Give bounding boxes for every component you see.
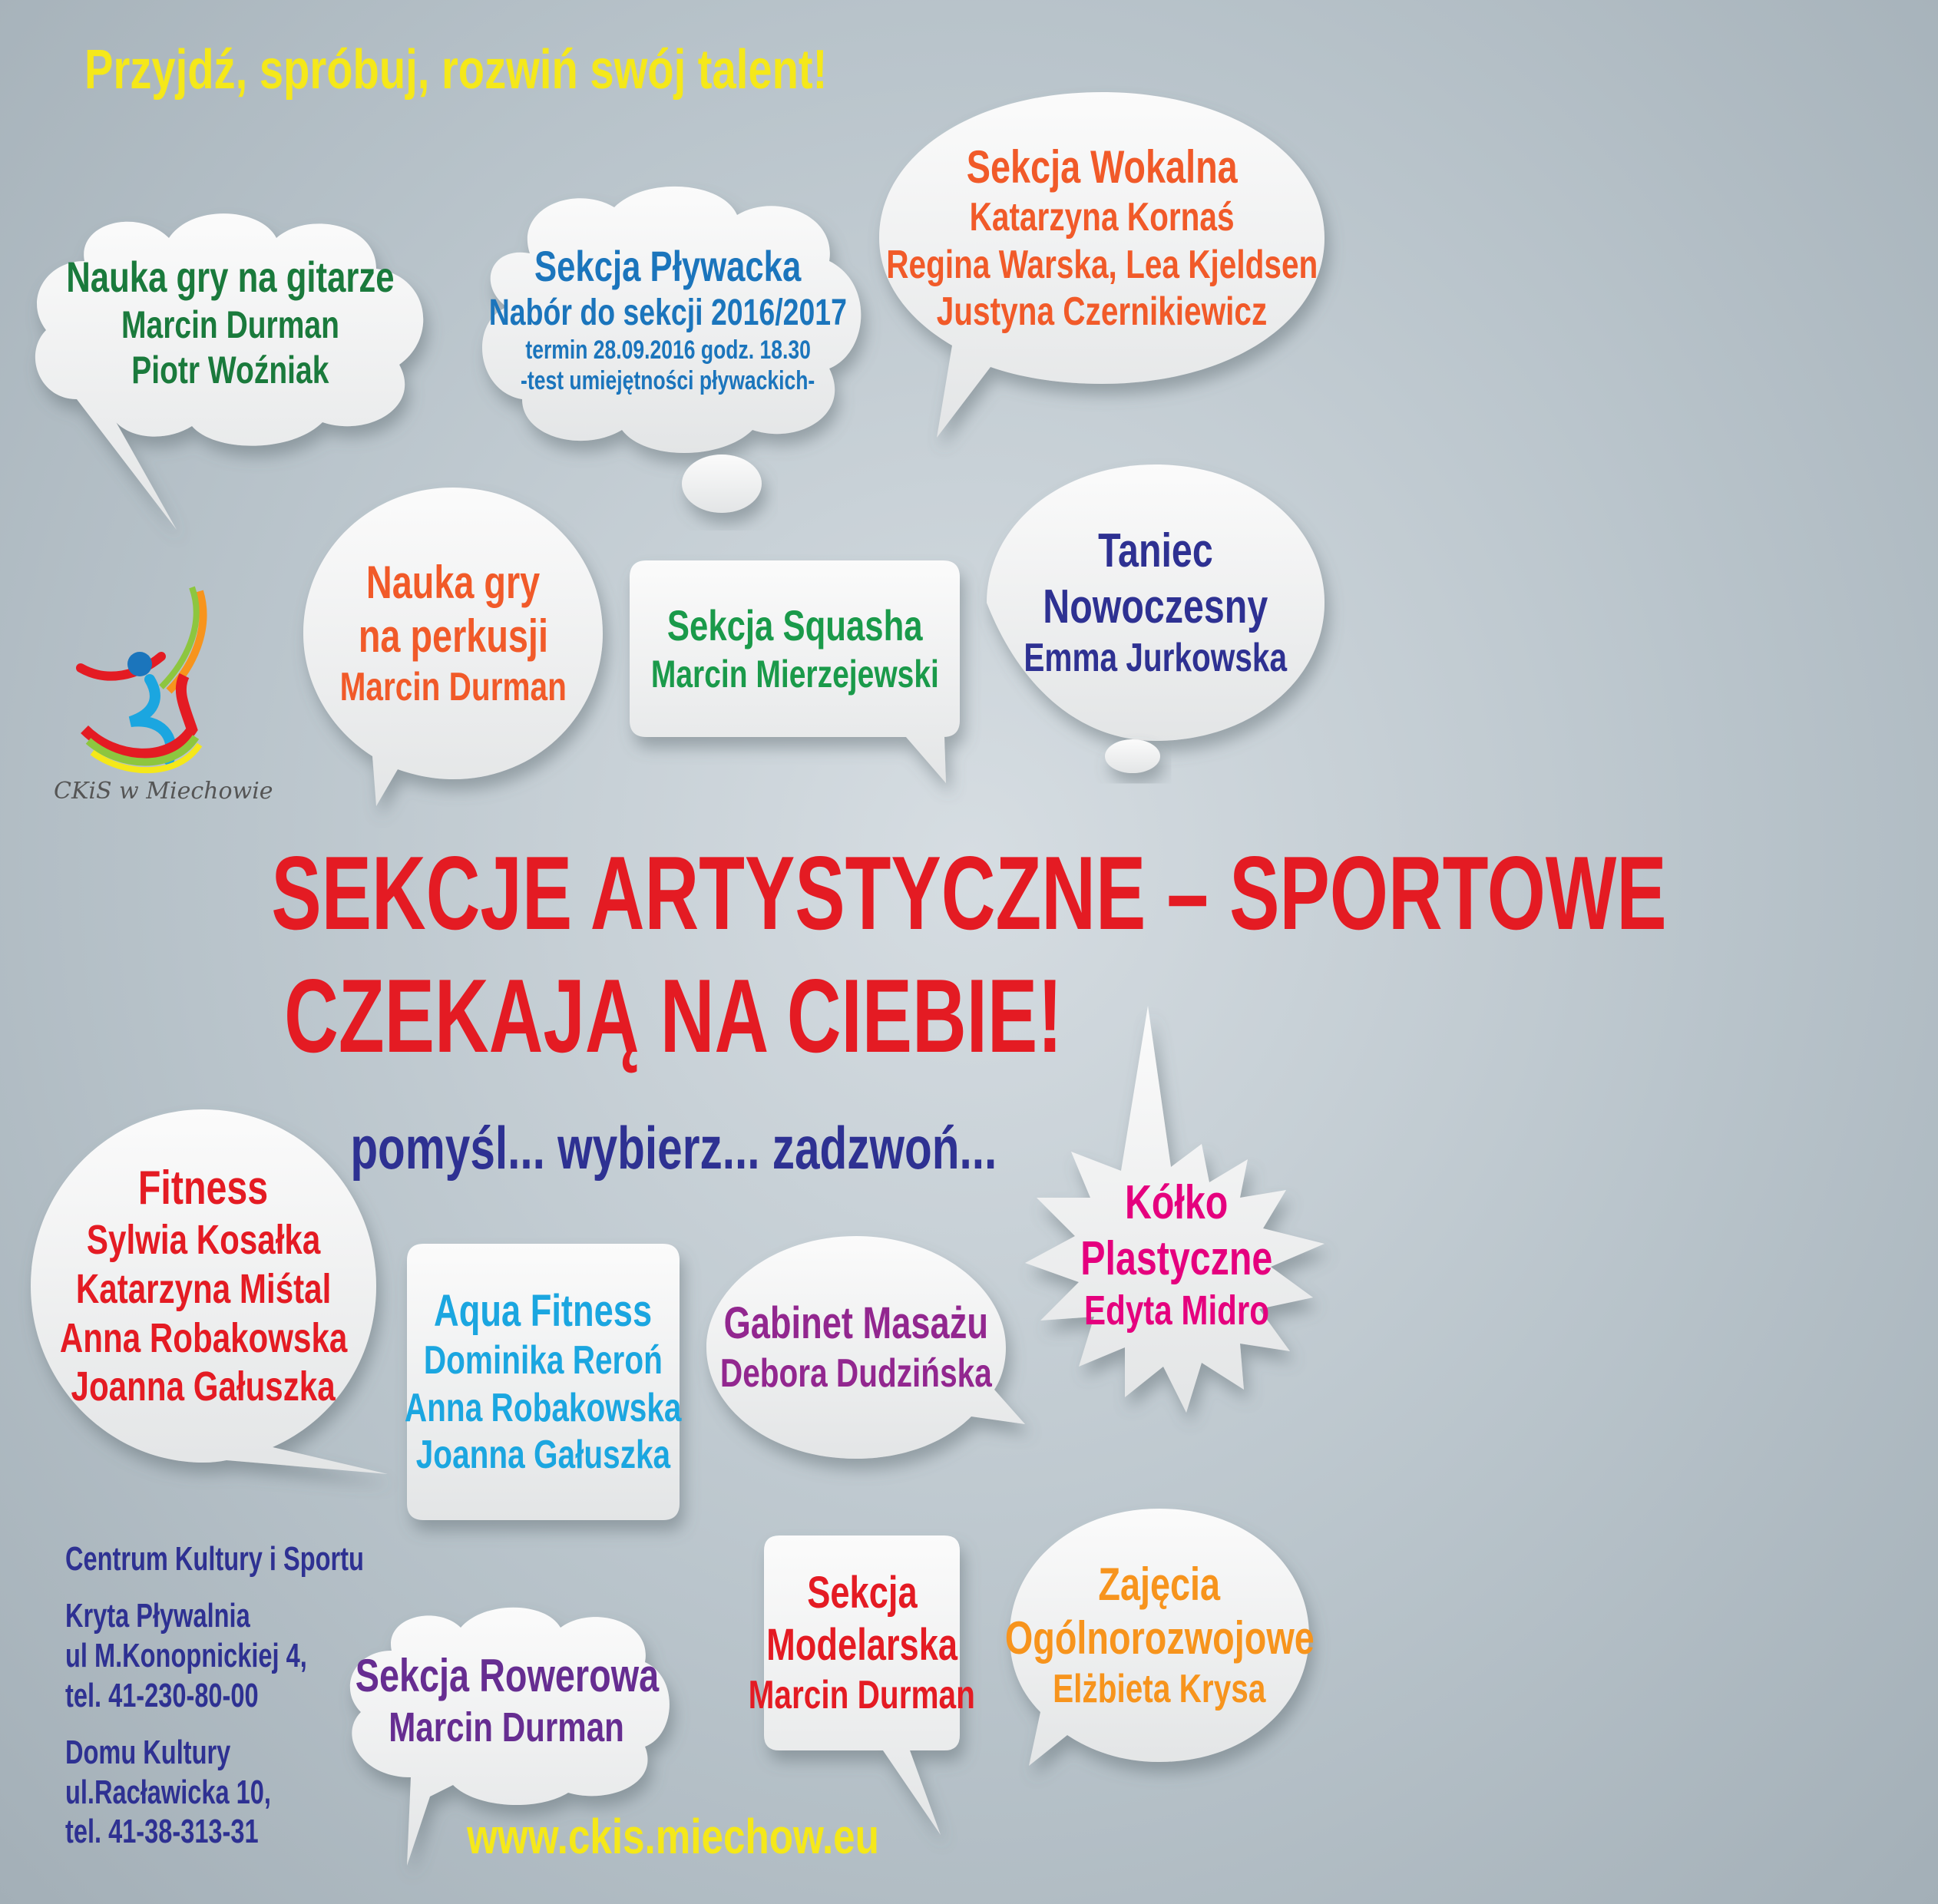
masaz-person-1: Debora Dudzińska <box>720 1350 992 1396</box>
pool-addr: ul M.Konopnickiej 4, <box>65 1636 307 1674</box>
house-addr: ul.Racławicka 10, <box>65 1773 271 1811</box>
gitara-person-2: Piotr Woźniak <box>131 349 329 392</box>
gitara-title: Nauka gry na gitarze <box>66 252 395 301</box>
fitness-person-2: Katarzyna Miśtal <box>75 1265 332 1312</box>
pool-name: Kryta Pływalnia <box>65 1596 250 1635</box>
aqua-person-2: Anna Robakowska <box>405 1385 682 1430</box>
plywacka-title: Sekcja Pływacka <box>534 241 802 290</box>
bubble-fitness <box>27 1106 380 1466</box>
modelarska-title-2: Modelarska <box>766 1620 957 1671</box>
bubble-aqua <box>407 1244 680 1520</box>
wokalna-person-3: Justyna Czernikiewicz <box>936 289 1268 335</box>
gitara-person-1: Marcin Durman <box>121 303 339 347</box>
masaz-title: Gabinet Masażu <box>723 1298 989 1349</box>
wokalna-person-1: Katarzyna Kornaś <box>969 195 1235 240</box>
website-link[interactable]: www.ckis.miechow.eu <box>467 1809 880 1864</box>
squash-person-1: Marcin Mierzejewski <box>650 652 939 696</box>
house-tel[interactable]: tel. 41-38-313-31 <box>65 1813 259 1851</box>
headline-line-1: SEKCJE ARTYSTYCZNE – SPORTOWE <box>271 835 1667 951</box>
tagline: Przyjdź, spróbuj, rozwiń swój talent! <box>84 39 828 101</box>
bubble-taniec <box>983 461 1328 745</box>
aqua-person-1: Dominika Reroń <box>423 1338 663 1383</box>
pool-tel[interactable]: tel. 41-230-80-00 <box>65 1676 259 1714</box>
modelarska-title-1: Sekcja <box>806 1567 918 1618</box>
ckis-logo-icon <box>77 583 230 806</box>
aqua-person-3: Joanna Gałuszka <box>415 1432 671 1477</box>
plywacka-info-1: termin 28.09.2016 godz. 18.30 <box>525 336 811 365</box>
plywacka-sub: Nabór do sekcji 2016/2017 <box>488 292 848 333</box>
taniec-title-1: Taniec <box>1098 524 1213 578</box>
bubble-perkusja <box>299 484 607 783</box>
bubble-rowerowa <box>338 1605 676 1804</box>
bubble-plastyczne <box>1025 1006 1328 1443</box>
perkusja-title-1: Nauka gry <box>365 556 541 608</box>
ogolno-person-1: Elżbieta Krysa <box>1053 1667 1266 1712</box>
headline-line-2: CZEKAJĄ NA CIEBIE! <box>284 957 1063 1074</box>
fitness-person-1: Sylwia Kosałka <box>86 1217 321 1264</box>
plastyczne-person-1: Edyta Midro <box>1083 1288 1270 1334</box>
taniec-title-2: Nowoczesny <box>1043 580 1268 634</box>
taniec-person-1: Emma Jurkowska <box>1024 636 1288 681</box>
rowerowa-title: Sekcja Rowerowa <box>355 1649 659 1701</box>
squash-title: Sekcja Squasha <box>666 601 923 650</box>
subhead: pomyśl... wybierz... zadzwoń... <box>350 1114 997 1182</box>
perkusja-title-2: na perkusji <box>358 610 548 663</box>
bubble-squash <box>630 560 960 737</box>
bubble-modelarska <box>748 1535 976 1750</box>
wokalna-person-2: Regina Warska, Lea Kjeldsen <box>885 242 1318 287</box>
plywacka-info-2: -test umiejętności pływackich- <box>521 366 815 396</box>
perkusja-person-1: Marcin Durman <box>339 665 567 710</box>
fitness-person-4: Joanna Gałuszka <box>71 1364 336 1410</box>
bubble-plywacka <box>476 184 860 461</box>
fitness-person-3: Anna Robakowska <box>59 1314 348 1361</box>
bubble-gitara <box>23 207 438 453</box>
house-name: Domu Kultury <box>65 1733 231 1771</box>
rowerowa-person-1: Marcin Durman <box>389 1704 625 1750</box>
fitness-title: Fitness <box>138 1161 269 1215</box>
modelarska-person-1: Marcin Durman <box>748 1672 976 1717</box>
aqua-title: Aqua Fitness <box>434 1285 653 1336</box>
plastyczne-title-1: Kółko <box>1125 1175 1229 1229</box>
bubble-masaz <box>703 1232 1010 1463</box>
contact-org: Centrum Kultury i Sportu <box>65 1540 364 1578</box>
ogolno-title-2: Ogólnorozwojowe <box>1004 1612 1315 1664</box>
bubble-ogolno <box>1006 1505 1313 1766</box>
plastyczne-title-2: Plastyczne <box>1080 1232 1273 1286</box>
ogolno-title-1: Zajęcia <box>1098 1558 1221 1610</box>
bubble-wokalna <box>875 84 1328 392</box>
wokalna-title: Sekcja Wokalna <box>966 140 1238 193</box>
logo-text: CKiS w Miechowie <box>54 778 273 805</box>
